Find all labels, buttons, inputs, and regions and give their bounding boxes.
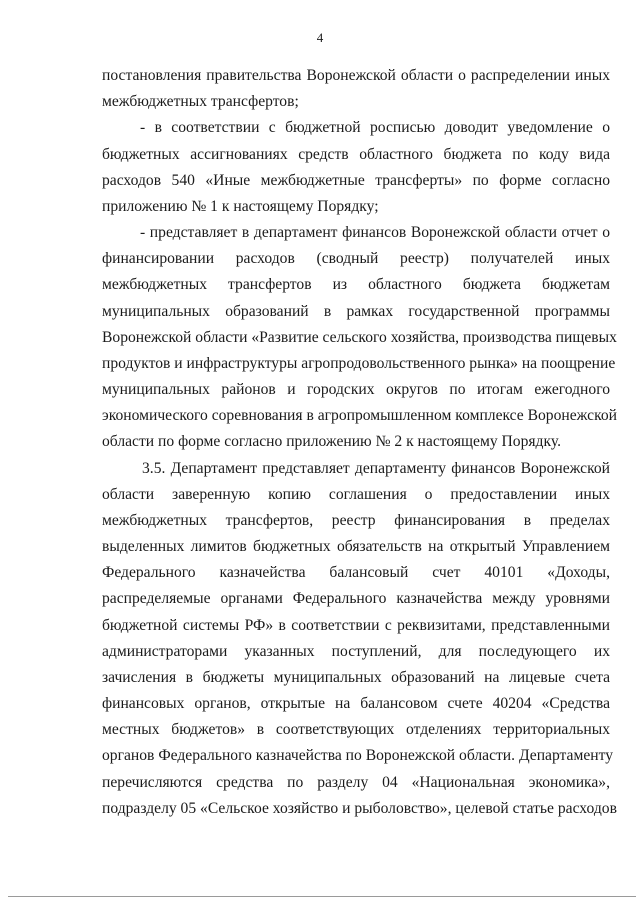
text-line: межбюджетных трансфертов, реестр финансирования в пределах <box>102 511 610 529</box>
text-line: администраторами указанных поступлений, для последующего их <box>102 642 610 660</box>
page-number: 4 <box>316 30 324 45</box>
text-line: экономического соревнования в агропромышленном комплексе Воронежской <box>102 407 618 425</box>
text-line: финансировании расходов (сводный реестр) получателей иных <box>102 250 610 268</box>
text-line: продуктов и инфраструктуры агропродовольственного рынка» на поощрение <box>102 354 616 372</box>
text-line: Федерального казначейства балансовый счет 40101 «Доходы, <box>102 564 610 582</box>
text-line: Воронежской области «Развитие сельского хозяйства, производства пищевых <box>102 328 617 346</box>
text-line: бюджетных ассигнованиях средств областного бюджета по коду вида <box>102 145 610 163</box>
text-line: органов Федерального казначейства по Воронежской области. Департаменту <box>102 747 614 765</box>
text-line: финансовых органов, открытые на балансовом счете 40204 «Средства <box>102 695 610 713</box>
text-line: распределяемые органами Федерального казначейства между уровнями <box>102 590 610 608</box>
text-line: - представляет в департамент финансов Воронежской области отчет о <box>140 224 610 242</box>
text-line: зачисления в бюджеты муниципальных образований на лицевые счета <box>102 668 610 686</box>
text-line: межбюджетных трансфертов; <box>102 93 299 111</box>
text-line: области по форме согласно приложению № 2 к настоящему Порядку. <box>102 433 561 451</box>
text-line: 3.5. Департамент представляет департаменту финансов Воронежской <box>142 459 610 477</box>
text-line: местных бюджетов» в соответствующих отделениях территориальных <box>102 721 610 739</box>
text-line: - в соответствии с бюджетной росписью доводит уведомление о <box>140 119 610 137</box>
text-line: области заверенную копию соглашения о предоставлении иных <box>102 485 610 503</box>
text-line: межбюджетных трансфертов из областного бюджета бюджетам <box>102 276 610 294</box>
text-line: перечисляются средства по разделу 04 «Национальная экономика», <box>102 773 610 791</box>
page-bottom-rule <box>8 896 636 897</box>
text-line: бюджетной системы РФ» в соответствии с реквизитами, представленными <box>102 616 610 634</box>
text-line: постановления правительства Воронежской области о распределении иных <box>102 67 610 84</box>
document-body <box>102 63 618 822</box>
text-line: приложению № 1 к настоящему Порядку; <box>102 197 379 215</box>
text-line: муниципальных районов и городских округов по итогам ежегодного <box>102 381 610 399</box>
text-line: расходов 540 «Иные межбюджетные трансферты» по форме согласно <box>102 171 610 189</box>
text-line: выделенных лимитов бюджетных обязательств на открытый Управлением <box>102 538 610 556</box>
text-line: муниципальных образований в рамках государственной программы <box>102 302 610 320</box>
text-line: подразделу 05 «Сельское хозяйство и рыболовство», целевой статье расходов <box>102 799 617 817</box>
